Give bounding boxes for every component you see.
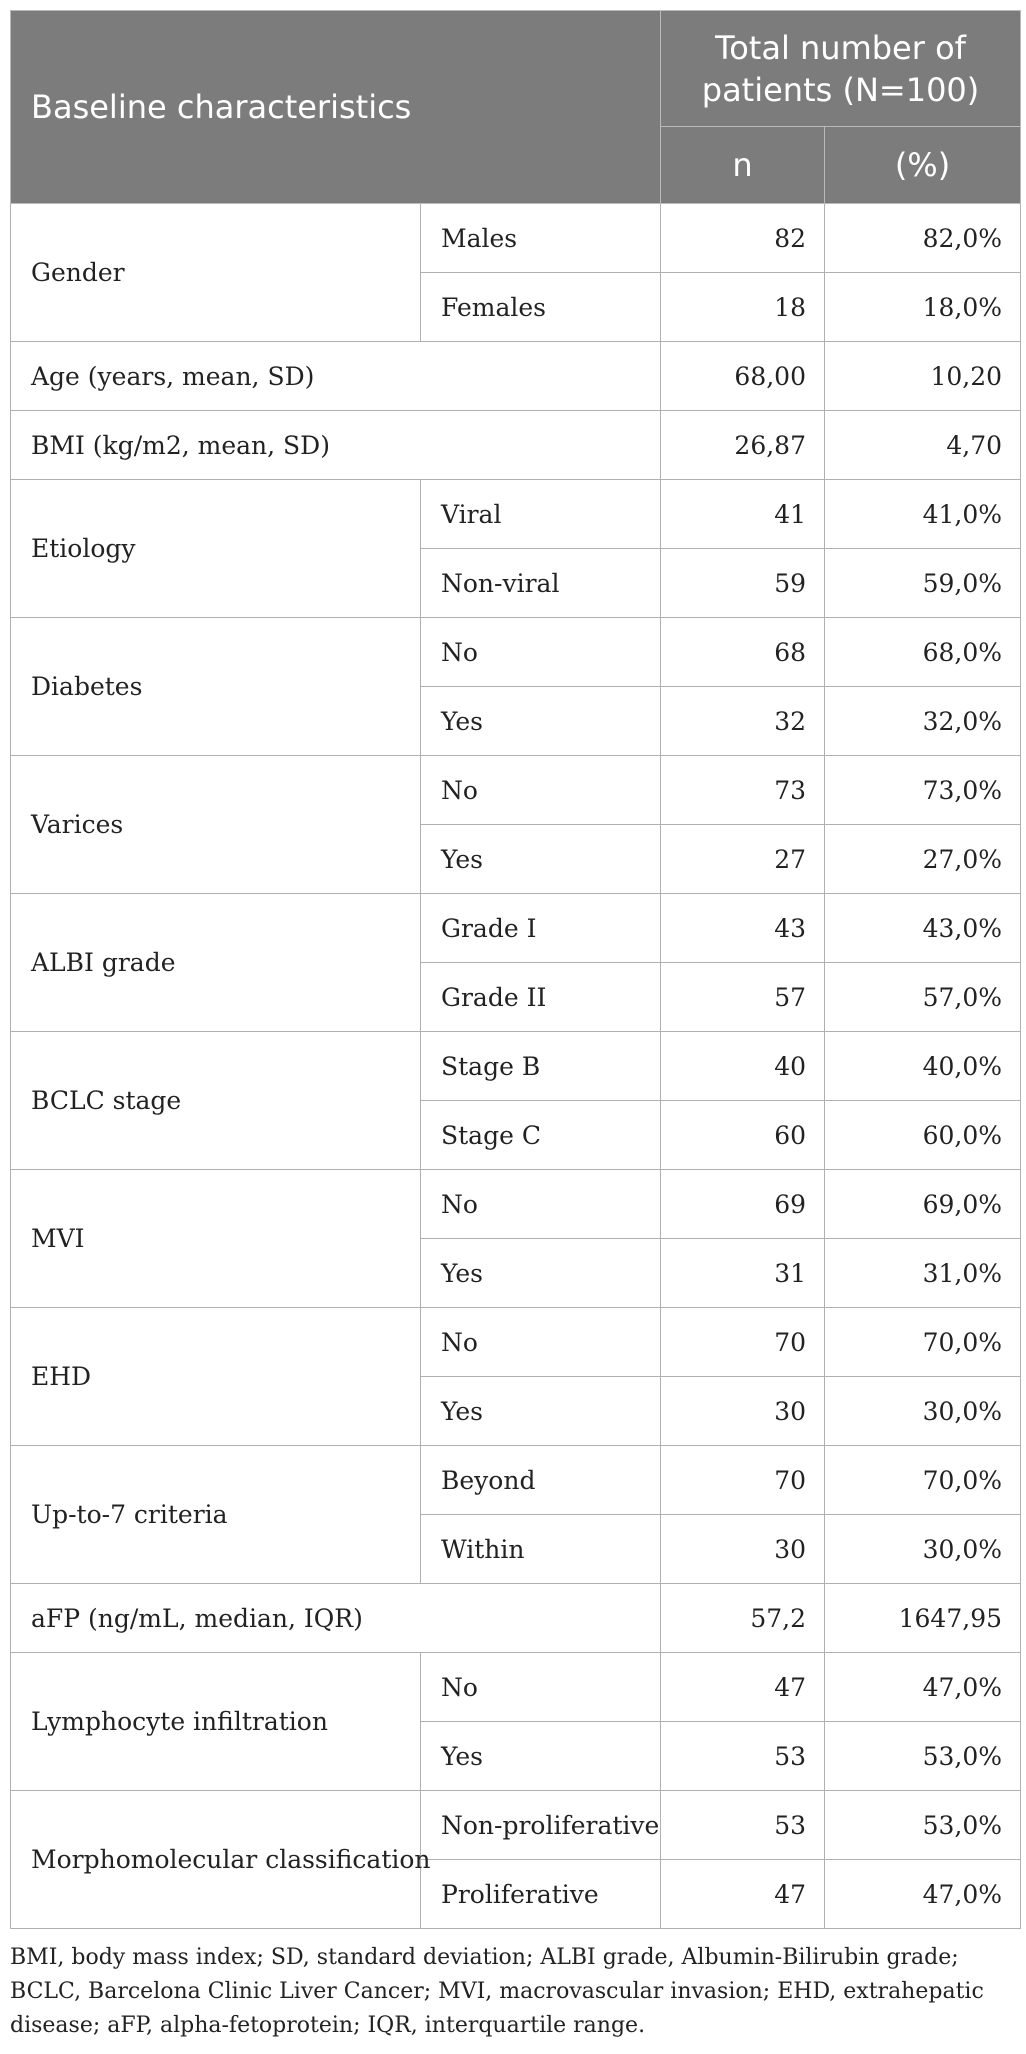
table-row bbox=[11, 480, 1021, 549]
cell-percent: 53,0% bbox=[825, 1722, 1021, 1791]
cell-n: 30 bbox=[661, 1377, 825, 1446]
cell-n: 41 bbox=[661, 480, 825, 549]
row-sublabel: Yes bbox=[421, 825, 661, 894]
cell-n: 18 bbox=[661, 273, 825, 342]
row-sublabel: Non-viral bbox=[421, 549, 661, 618]
row-label-morphomolecular: Morphomolecular classification bbox=[11, 1791, 421, 1929]
cell-n: 47 bbox=[661, 1860, 825, 1929]
table-row bbox=[11, 1170, 1021, 1239]
header-n: n bbox=[661, 127, 825, 204]
table-row bbox=[11, 1653, 1021, 1722]
header-percent: (%) bbox=[825, 127, 1021, 204]
row-label-diabetes: Diabetes bbox=[11, 618, 421, 756]
row-sublabel: Yes bbox=[421, 1239, 661, 1308]
cell-n: 57,2 bbox=[661, 1584, 825, 1653]
cell-percent: 59,0% bbox=[825, 549, 1021, 618]
row-label-up-to-7: Up-to-7 criteria bbox=[11, 1446, 421, 1584]
cell-n: 59 bbox=[661, 549, 825, 618]
cell-percent: 1647,95 bbox=[825, 1584, 1021, 1653]
cell-n: 26,87 bbox=[661, 411, 825, 480]
table-footnote: BMI, body mass index; SD, standard deviation; ALBI grade, Albumin-Bilirubin grade; BCLC, Barcelona Clinic Liver Cancer; MVI, macrovascular invasion; EHD, extrahepatic disease; aFP, alpha-fetoprotein; IQR, interquartile range. bbox=[10, 1945, 984, 2038]
row-label-etiology: Etiology bbox=[11, 480, 421, 618]
cell-percent: 60,0% bbox=[825, 1101, 1021, 1170]
row-sublabel: Grade I bbox=[421, 894, 661, 963]
cell-percent: 68,0% bbox=[825, 618, 1021, 687]
cell-n: 27 bbox=[661, 825, 825, 894]
table-row bbox=[11, 1584, 1021, 1653]
row-sublabel: Within bbox=[421, 1515, 661, 1584]
table-row bbox=[11, 204, 1021, 273]
table-row bbox=[11, 1308, 1021, 1377]
cell-percent: 47,0% bbox=[825, 1653, 1021, 1722]
cell-n: 73 bbox=[661, 756, 825, 825]
row-sublabel: Proliferative bbox=[421, 1860, 661, 1929]
cell-percent: 18,0% bbox=[825, 273, 1021, 342]
row-sublabel: Beyond bbox=[421, 1446, 661, 1515]
table-container bbox=[10, 10, 1020, 2043]
row-label-lymphocyte: Lymphocyte infiltration bbox=[11, 1653, 421, 1791]
cell-n: 70 bbox=[661, 1446, 825, 1515]
row-label-bmi: BMI (kg/m2, mean, SD) bbox=[11, 411, 661, 480]
cell-percent: 47,0% bbox=[825, 1860, 1021, 1929]
cell-percent: 69,0% bbox=[825, 1170, 1021, 1239]
row-sublabel: Stage B bbox=[421, 1032, 661, 1101]
cell-percent: 43,0% bbox=[825, 894, 1021, 963]
cell-percent: 57,0% bbox=[825, 963, 1021, 1032]
table-row bbox=[11, 618, 1021, 687]
row-sublabel: Viral bbox=[421, 480, 661, 549]
cell-percent: 27,0% bbox=[825, 825, 1021, 894]
row-label-age: Age (years, mean, SD) bbox=[11, 342, 661, 411]
cell-n: 70 bbox=[661, 1308, 825, 1377]
cell-n: 68 bbox=[661, 618, 825, 687]
cell-n: 47 bbox=[661, 1653, 825, 1722]
row-sublabel: Females bbox=[421, 273, 661, 342]
cell-percent: 30,0% bbox=[825, 1377, 1021, 1446]
cell-n: 69 bbox=[661, 1170, 825, 1239]
cell-n: 53 bbox=[661, 1722, 825, 1791]
table-row bbox=[11, 1032, 1021, 1101]
row-sublabel: Stage C bbox=[421, 1101, 661, 1170]
cell-percent: 30,0% bbox=[825, 1515, 1021, 1584]
row-sublabel: Yes bbox=[421, 1377, 661, 1446]
row-sublabel: Yes bbox=[421, 687, 661, 756]
cell-n: 40 bbox=[661, 1032, 825, 1101]
row-label-varices: Varices bbox=[11, 756, 421, 894]
cell-n: 31 bbox=[661, 1239, 825, 1308]
cell-percent: 70,0% bbox=[825, 1446, 1021, 1515]
cell-percent: 31,0% bbox=[825, 1239, 1021, 1308]
row-sublabel: Yes bbox=[421, 1722, 661, 1791]
cell-n: 30 bbox=[661, 1515, 825, 1584]
row-label-albi: ALBI grade bbox=[11, 894, 421, 1032]
cell-n: 60 bbox=[661, 1101, 825, 1170]
header-total-patients bbox=[661, 11, 1021, 127]
row-label-bclc: BCLC stage bbox=[11, 1032, 421, 1170]
cell-n: 68,00 bbox=[661, 342, 825, 411]
header-total-line2: patients (N=100) bbox=[701, 70, 980, 109]
baseline-characteristics-table bbox=[10, 10, 1021, 1929]
cell-n: 82 bbox=[661, 204, 825, 273]
row-sublabel: No bbox=[421, 1308, 661, 1377]
cell-percent: 73,0% bbox=[825, 756, 1021, 825]
table-row bbox=[11, 342, 1021, 411]
header-total-line1: Total number of bbox=[715, 28, 966, 67]
header-baseline-characteristics: Baseline characteristics bbox=[11, 11, 661, 204]
row-sublabel: No bbox=[421, 756, 661, 825]
cell-n: 57 bbox=[661, 963, 825, 1032]
cell-n: 43 bbox=[661, 894, 825, 963]
row-label-ehd: EHD bbox=[11, 1308, 421, 1446]
row-label-gender: Gender bbox=[11, 204, 421, 342]
cell-percent: 82,0% bbox=[825, 204, 1021, 273]
table-row bbox=[11, 1791, 1021, 1860]
cell-percent: 10,20 bbox=[825, 342, 1021, 411]
row-sublabel: Non-proliferative bbox=[421, 1791, 661, 1860]
row-sublabel: No bbox=[421, 1170, 661, 1239]
row-sublabel: Males bbox=[421, 204, 661, 273]
cell-percent: 4,70 bbox=[825, 411, 1021, 480]
row-sublabel: Grade II bbox=[421, 963, 661, 1032]
table-row bbox=[11, 1446, 1021, 1515]
row-sublabel: No bbox=[421, 618, 661, 687]
cell-percent: 40,0% bbox=[825, 1032, 1021, 1101]
cell-percent: 70,0% bbox=[825, 1308, 1021, 1377]
header-row-1 bbox=[11, 11, 1021, 127]
cell-n: 53 bbox=[661, 1791, 825, 1860]
table-row bbox=[11, 756, 1021, 825]
table-row bbox=[11, 894, 1021, 963]
cell-percent: 41,0% bbox=[825, 480, 1021, 549]
row-sublabel: No bbox=[421, 1653, 661, 1722]
cell-percent: 53,0% bbox=[825, 1791, 1021, 1860]
cell-n: 32 bbox=[661, 687, 825, 756]
cell-percent: 32,0% bbox=[825, 687, 1021, 756]
row-label-mvi: MVI bbox=[11, 1170, 421, 1308]
row-label-afp: aFP (ng/mL, median, IQR) bbox=[11, 1584, 661, 1653]
table-row bbox=[11, 411, 1021, 480]
